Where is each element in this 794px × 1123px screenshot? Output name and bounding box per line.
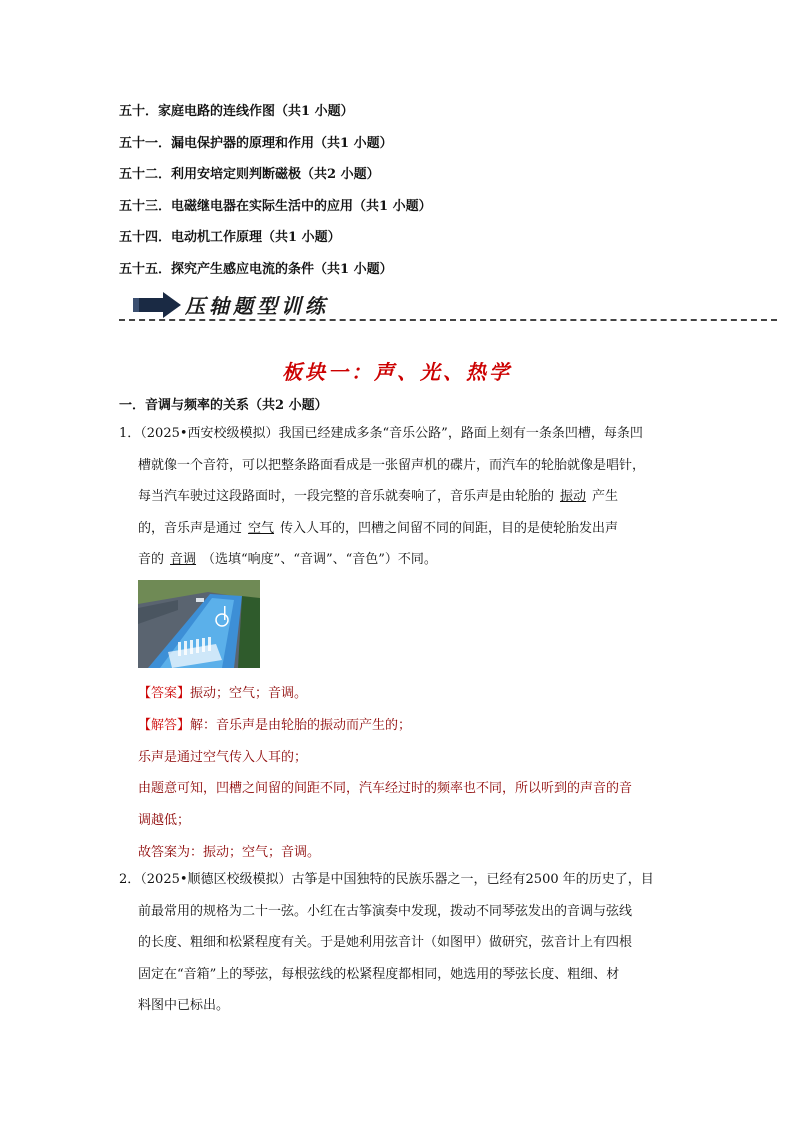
answer-line: 由题意可知，凹槽之间留的间距不同，汽车经过时的频率也不同，所以听到的声音的音 xyxy=(138,781,633,796)
answer-line: 调越低； xyxy=(138,813,191,828)
music-road-photo xyxy=(138,580,260,668)
question-line: 槽就像一个音符，可以把整条路面看成是一张留声机的碟片，而汽车的轮胎就像是唱针， xyxy=(138,457,646,473)
question-line: 固定在“音箱”上的琴弦，每根弦线的松紧程度都相同，她选用的琴弦长度、粗细、材 xyxy=(138,966,620,982)
question-line: 1．（2025•西安校级模拟）我国已经建成多条“音乐公路”，路面上刻有一条条凹槽，每条凹 xyxy=(119,426,643,441)
answer-line: 乐声是通过空气传入人耳的； xyxy=(138,750,308,765)
section-title: 板块一：声、光、热学 xyxy=(282,360,512,384)
question-line: 的长度、粗细和松紧程度有关。于是她利用弦音计（如图甲）做研究，弦音计上有四根 xyxy=(138,935,633,951)
dashed-divider xyxy=(119,319,777,321)
answer-line: 故答案为：振动；空气；音调。 xyxy=(138,845,321,860)
answer-blank: 空气 xyxy=(248,520,275,536)
table-of-contents xyxy=(119,100,432,290)
toc-item[interactable]: 五十五．探究产生感应电流的条件（共1 小题） xyxy=(119,261,393,277)
solution-tag: 【解答】 xyxy=(138,718,191,733)
toc-item[interactable]: 五十四．电动机工作原理（共1 小题） xyxy=(119,230,341,246)
answer-text: 解：音乐声是由轮胎的振动而产生的； xyxy=(190,718,412,733)
question-text: 的，音乐声是通过 xyxy=(138,520,243,536)
question-text: 传入人耳的，凹槽之间留不同的间距，目的是使轮胎发出声 xyxy=(280,520,619,536)
question-line: 料图中已标出。 xyxy=(138,998,230,1014)
section-banner xyxy=(119,290,777,324)
question-2 xyxy=(119,864,689,1022)
question-line xyxy=(119,481,689,513)
question-text: 音的 xyxy=(138,552,165,568)
toc-item[interactable]: 五十．家庭电路的连线作图（共1 小题） xyxy=(119,104,354,119)
question-line: 2．（2025•顺德区校级模拟）古筝是中国独特的民族乐器之一，已经有2500 年的历史了，目 xyxy=(119,872,654,887)
answer-blank: 振动 xyxy=(560,489,587,505)
toc-item[interactable]: 五十三．电磁继电器在实际生活中的应用（共1 小题） xyxy=(119,198,432,214)
question-text: （选填“响度”、“音调”、“音色”）不同。 xyxy=(202,552,437,568)
answer-line xyxy=(138,684,307,704)
question-1 xyxy=(119,418,689,576)
arrow-icon xyxy=(133,292,181,318)
answer-tag: 【答案】 xyxy=(138,686,191,701)
question-text: 产生 xyxy=(592,489,619,505)
question-line xyxy=(119,544,689,576)
road-photo-illustration xyxy=(138,580,260,668)
answer-blank: 音调 xyxy=(170,552,197,568)
category-title: 一．音调与频率的关系（共2 小题） xyxy=(119,398,328,413)
answer-line xyxy=(138,716,411,736)
toc-item[interactable]: 五十一．漏电保护器的原理和作用（共1 小题） xyxy=(119,135,393,151)
question-line xyxy=(119,513,689,545)
question-line: 前最常用的规格为二十一弦。小红在古筝演奏中发现，拨动不同琴弦发出的音调与弦线 xyxy=(138,903,633,919)
banner-title: 压轴题型训练 xyxy=(185,294,329,318)
question-text: 每当汽车驶过这段路面时，一段完整的音乐就奏响了，音乐声是由轮胎的 xyxy=(138,489,555,505)
answer-text: 振动；空气；音调。 xyxy=(190,686,308,701)
toc-item[interactable]: 五十二．利用安培定则判断磁极（共2 小题） xyxy=(119,167,380,183)
